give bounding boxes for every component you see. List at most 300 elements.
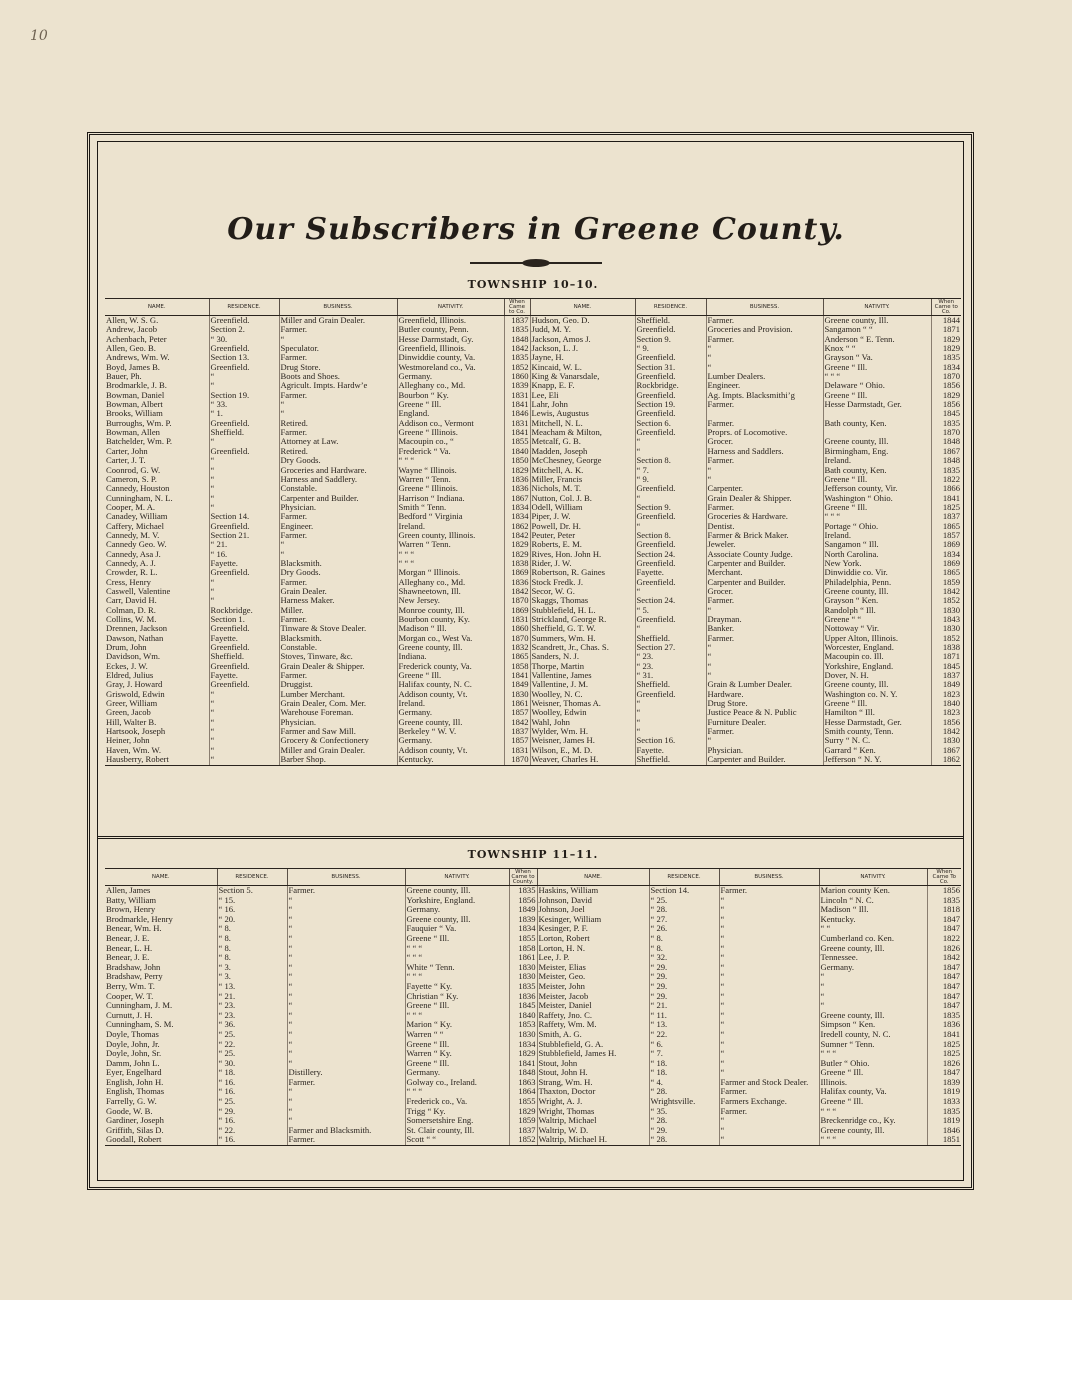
- cell-name: Cunningham, S. M.: [106, 1020, 174, 1030]
- cell-nativity: Greene “ “: [823, 615, 931, 624]
- table-row: [105, 690, 961, 699]
- cell-business: Farmer and Saw Mill.: [279, 727, 397, 736]
- cell-business: Stoves, Tinware, &c.: [279, 652, 397, 661]
- cell-year-came: 1861: [504, 699, 530, 708]
- cell-residence: “ 25.: [217, 1097, 287, 1107]
- cell-nativity: Sumner “ Tenn.: [819, 1040, 927, 1050]
- cell-name: Wylder, Wm. H.: [530, 727, 635, 736]
- cell-business: Groceries and Provision.: [706, 325, 823, 334]
- cell-name: Brown, Henry: [106, 905, 156, 915]
- cell-residence: Greenfield.: [209, 363, 279, 372]
- cell-residence: Section 6.: [635, 419, 706, 428]
- cell-residence: Greenfield.: [635, 559, 706, 568]
- cell-residence: “ 8.: [649, 934, 719, 944]
- cell-residence: “ 21.: [649, 1001, 719, 1011]
- cell-nativity: Somersetshire Eng.: [405, 1116, 509, 1126]
- cell-year-came: 1830: [931, 736, 961, 745]
- cell-name: Bowman, Allen: [106, 428, 160, 438]
- cell-residence: “ 22.: [217, 1040, 287, 1050]
- cell-name: Crowder, R. L.: [106, 568, 158, 578]
- cell-name: Lee, J. P.: [537, 953, 649, 963]
- cell-name: Collins, W. M.: [106, 615, 157, 624]
- cell-business: Justice Peace & N. Public: [706, 708, 823, 717]
- cell-nativity: Cumberland co. Ken.: [819, 934, 927, 944]
- cell-nativity: Greene “ Ill.: [819, 1068, 927, 1078]
- cell-name: Waltrip, W. D.: [537, 1126, 649, 1136]
- cell-residence: “ 3.: [217, 972, 287, 982]
- cell-business: “: [706, 662, 823, 671]
- table-header-row: [105, 299, 961, 316]
- cell-year-came: 1856: [931, 381, 961, 390]
- cell-nativity: [823, 428, 931, 437]
- cell-name: Kesinger, P. F.: [537, 924, 649, 934]
- cell-name: Dawson, Nathan: [106, 633, 164, 643]
- table-row: [105, 568, 961, 577]
- cell-nativity: Germany.: [397, 708, 504, 717]
- table-row: [105, 699, 961, 708]
- cell-name: Bowman, Daniel: [106, 390, 165, 400]
- table-row: [105, 475, 961, 484]
- cell-year-came: 1835: [931, 353, 961, 362]
- cell-business: “: [719, 1020, 819, 1030]
- cell-name: Carter, J. T.: [106, 456, 146, 466]
- cell-nativity: Birmingham, Eng.: [823, 447, 931, 456]
- cell-business: Groceries and Hardware.: [279, 466, 397, 475]
- cell-name: Coonrod, G. W.: [106, 465, 161, 475]
- cell-residence: “ 22.: [217, 1126, 287, 1136]
- cell-year-came: 1829: [509, 1107, 537, 1117]
- cell-year-came: 1869: [931, 540, 961, 549]
- cell-name: Weisner, James H.: [530, 736, 635, 745]
- cell-name: Canadey, William: [106, 512, 168, 522]
- cell-residence: “ 23.: [635, 662, 706, 671]
- cell-nativity: “ “ “: [405, 953, 509, 963]
- cell-name: Stout, John: [537, 1059, 649, 1069]
- cell-nativity: Halifax county, Va.: [819, 1087, 927, 1097]
- cell-nativity: Frederick county, Va.: [397, 662, 504, 671]
- table-row: [105, 316, 961, 326]
- cell-name: Strickland, George R.: [530, 615, 635, 624]
- cell-nativity: Ireland.: [397, 699, 504, 708]
- cell-business: Engineer.: [279, 522, 397, 531]
- cell-business: Farmer & Brick Maker.: [706, 531, 823, 540]
- cell-name: Cannedy, Asa J.: [106, 549, 161, 559]
- cell-year-came: 1826: [927, 1059, 961, 1069]
- cell-residence: “: [635, 447, 706, 456]
- cell-name: Stubblefield, G. A.: [537, 1040, 649, 1050]
- cell-name: Burroughs, Wm. P.: [106, 418, 172, 428]
- cell-nativity: “: [819, 972, 927, 982]
- cell-name: Weaver, Charles H.: [530, 755, 635, 765]
- cell-residence: “: [209, 494, 279, 503]
- table-row: [105, 886, 961, 896]
- table-row: [105, 915, 961, 925]
- cell-residence: “ 18.: [649, 1059, 719, 1069]
- table-row: [105, 1020, 961, 1030]
- table-row: [105, 437, 961, 446]
- cell-name: Allen, James: [106, 885, 151, 895]
- cell-nativity: Smith county, Tenn.: [823, 727, 931, 736]
- cell-name: Cannedy, A. J.: [106, 558, 156, 568]
- table-row: [105, 540, 961, 549]
- cell-year-came: 1841: [927, 1030, 961, 1040]
- cell-name: Wright, Thomas: [537, 1107, 649, 1117]
- cell-residence: “ 4.: [649, 1078, 719, 1088]
- cell-name: Eldred, Julius: [106, 671, 154, 681]
- table-row: [105, 746, 961, 755]
- cell-year-came: 1848: [931, 437, 961, 446]
- cell-residence: “ 8.: [217, 934, 287, 944]
- cell-nativity: Marion “ Ky.: [405, 1020, 509, 1030]
- cell-nativity: Anderson “ E. Tenn.: [823, 335, 931, 344]
- cell-nativity: Portage “ Ohio.: [823, 522, 931, 531]
- cell-name: Smith, A. G.: [537, 1030, 649, 1040]
- cell-nativity: “ “ “: [405, 972, 509, 982]
- cell-year-came: 1842: [927, 953, 961, 963]
- cell-business: “: [719, 934, 819, 944]
- cell-business: Farmer.: [719, 1087, 819, 1097]
- cell-year-came: 1822: [931, 475, 961, 484]
- cell-name: Sanders, N. J.: [530, 652, 635, 661]
- cell-nativity: Greene “ Ill.: [819, 1097, 927, 1107]
- cell-name: Wahl, John: [530, 718, 635, 727]
- cell-year-came: 1852: [931, 634, 961, 643]
- cell-residence: “ 29.: [649, 963, 719, 973]
- cell-residence: Greenfield.: [635, 428, 706, 437]
- cell-residence: Sheffield.: [635, 755, 706, 765]
- cell-nativity: “ “ “: [823, 512, 931, 521]
- cell-year-came: 1831: [504, 391, 530, 400]
- cell-nativity: Bourbon “ Ky.: [397, 391, 504, 400]
- cell-business: Carpenter and Builder.: [706, 559, 823, 568]
- cell-year-came: 1837: [504, 727, 530, 736]
- cell-name: Meacham & Milton,: [530, 428, 635, 437]
- cell-year-came: 1840: [504, 447, 530, 456]
- cell-business: “: [279, 550, 397, 559]
- cell-name: Meister, Jacob: [537, 992, 649, 1002]
- cell-name: Scandrett, Jr., Chas. S.: [530, 643, 635, 652]
- cell-business: Boots and Shoes.: [279, 372, 397, 381]
- header-business: BUSINESS.: [706, 299, 823, 316]
- cell-name: Bauer, Ph.: [106, 372, 142, 382]
- cell-year-came: 1842: [504, 344, 530, 353]
- cell-nativity: Indiana.: [397, 652, 504, 661]
- cell-year-came: 1860: [504, 372, 530, 381]
- table-row: [105, 1078, 961, 1088]
- cell-nativity: Greene county, Ill.: [823, 437, 931, 446]
- cell-nativity: “: [819, 992, 927, 1002]
- cell-name: Caswell, Valentine: [106, 586, 171, 596]
- cell-name: Haven, Wm. W.: [106, 745, 161, 755]
- cell-residence: Greenfield.: [635, 512, 706, 521]
- table-row: [105, 606, 961, 615]
- header-when-came: When Came to Co.: [504, 299, 530, 316]
- cell-nativity: Harrison “ Indiana.: [397, 494, 504, 503]
- cell-year-came: 1869: [504, 568, 530, 577]
- cell-residence: “ 33.: [209, 400, 279, 409]
- cell-business: Carpenter and Builder.: [706, 578, 823, 587]
- cell-year-came: 1839: [504, 381, 530, 390]
- cell-business: “: [719, 1049, 819, 1059]
- cell-residence: “ 28.: [649, 1116, 719, 1126]
- cell-residence: Section 9.: [635, 335, 706, 344]
- cell-residence: “ 25.: [217, 1049, 287, 1059]
- header-business: BUSINESS.: [287, 869, 405, 886]
- cell-year-came: 1838: [931, 643, 961, 652]
- cell-residence: Sheffield.: [635, 316, 706, 326]
- cell-year-came: 1859: [509, 1116, 537, 1126]
- cell-residence: “: [209, 466, 279, 475]
- cell-nativity: “ “ “: [397, 559, 504, 568]
- cell-year-came: 1835: [509, 982, 537, 992]
- cell-name: Meister, Daniel: [537, 1001, 649, 1011]
- cell-year-came: 1830: [509, 1030, 537, 1040]
- cell-name: Bradshaw, John: [106, 962, 161, 972]
- cell-year-came: 1845: [931, 662, 961, 671]
- cell-nativity: Dover, N. H.: [823, 671, 931, 680]
- cell-residence: “: [209, 699, 279, 708]
- cell-residence: “ 29.: [649, 972, 719, 982]
- cell-residence: “ 5.: [635, 606, 706, 615]
- cell-nativity: New Jersey.: [397, 596, 504, 605]
- cell-business: “: [719, 1068, 819, 1078]
- cell-residence: “ 11.: [649, 1011, 719, 1021]
- cell-business: Farmer.: [706, 419, 823, 428]
- cell-year-came: 1823: [931, 690, 961, 699]
- table-row: [105, 1126, 961, 1136]
- table-row: [105, 624, 961, 633]
- cell-residence: “ 16.: [217, 905, 287, 915]
- cell-business: “: [706, 344, 823, 353]
- cell-residence: Greenfield.: [209, 643, 279, 652]
- cell-nativity: Germany.: [819, 963, 927, 973]
- cell-year-came: 1836: [504, 475, 530, 484]
- cell-business: “: [706, 353, 823, 362]
- cell-residence: “ 8.: [217, 924, 287, 934]
- table-row: [105, 1011, 961, 1021]
- cell-year-came: 1852: [504, 363, 530, 372]
- cell-residence: “: [209, 587, 279, 596]
- cell-residence: “ 25.: [217, 1030, 287, 1040]
- cell-business: Lumber Dealers.: [706, 372, 823, 381]
- cell-residence: Fayette.: [209, 671, 279, 680]
- table-row: [105, 736, 961, 745]
- cell-residence: “: [635, 624, 706, 633]
- cell-business: Blacksmith.: [279, 559, 397, 568]
- cell-residence: “: [209, 456, 279, 465]
- cell-business: Constable.: [279, 484, 397, 493]
- cell-residence: “ 6.: [649, 1040, 719, 1050]
- cell-residence: Section 8.: [635, 531, 706, 540]
- cell-year-came: 1847: [927, 992, 961, 1002]
- cell-business: Carpenter and Builder.: [279, 494, 397, 503]
- cell-business: “: [287, 1049, 405, 1059]
- cell-name: Cunningham, J. M.: [106, 1001, 173, 1011]
- cell-residence: “: [209, 503, 279, 512]
- cell-year-came: 1829: [931, 344, 961, 353]
- cell-nativity: Greene “ Ill.: [405, 1001, 509, 1011]
- cell-nativity: Germany.: [405, 1068, 509, 1078]
- cell-residence: Section 16.: [635, 736, 706, 745]
- cell-business: Farmer.: [279, 615, 397, 624]
- cell-name: Weisner, Thomas A.: [530, 699, 635, 708]
- cell-name: Johnson, David: [537, 896, 649, 906]
- cell-name: Rives, Hon. John H.: [530, 550, 635, 559]
- cell-year-came: 1834: [509, 1040, 537, 1050]
- table-row: [105, 447, 961, 456]
- cell-year-came: 1840: [931, 699, 961, 708]
- cell-year-came: 1861: [509, 953, 537, 963]
- table-row: [105, 1059, 961, 1069]
- cell-business: Grain Dealer & Shipper.: [279, 662, 397, 671]
- cell-business: Retired.: [279, 447, 397, 456]
- cell-name: Madden, Joseph: [530, 447, 635, 456]
- cell-name: Nichols, M. T.: [530, 484, 635, 493]
- cell-business: Farmers Exchange.: [719, 1097, 819, 1107]
- cell-business: Farmer.: [706, 400, 823, 409]
- cell-residence: “ 27.: [649, 915, 719, 925]
- cell-business: Farmer.: [279, 325, 397, 334]
- cell-residence: “ 8.: [649, 944, 719, 954]
- cell-year-came: 1842: [931, 727, 961, 736]
- cell-business: Farmer and Stock Dealer.: [719, 1078, 819, 1088]
- cell-residence: “ 16.: [217, 1087, 287, 1097]
- cell-business: Jeweler.: [706, 540, 823, 549]
- cell-residence: “: [209, 755, 279, 765]
- cell-business: Farmer.: [706, 503, 823, 512]
- cell-nativity: Butler county, Penn.: [397, 325, 504, 334]
- cell-year-came: 1843: [931, 615, 961, 624]
- cell-residence: Greenfield.: [635, 325, 706, 334]
- cell-nativity: Frederick co., Va.: [405, 1097, 509, 1107]
- cell-name: Cannedy Geo. W.: [106, 540, 167, 550]
- cell-nativity: Bedford “ Virginia: [397, 512, 504, 521]
- cell-name: Bradshaw, Perry: [106, 972, 163, 982]
- header-when-came: When Came To Co.: [927, 869, 961, 886]
- cell-name: Davidson, Wm.: [106, 652, 161, 662]
- cell-name: Greer, William: [106, 699, 158, 709]
- cell-nativity: Grayson “ Va.: [823, 353, 931, 362]
- cell-year-came: 1858: [509, 944, 537, 954]
- cell-residence: Section 19.: [635, 400, 706, 409]
- cell-year-came: 1848: [509, 1068, 537, 1078]
- cell-business: [706, 409, 823, 418]
- cell-residence: Greenfield.: [635, 353, 706, 362]
- cell-year-came: 1835: [509, 886, 537, 896]
- cell-residence: “ 28.: [649, 1087, 719, 1097]
- cell-residence: Section 13.: [209, 353, 279, 362]
- cell-nativity: Greene county, Ill.: [405, 915, 509, 925]
- cell-residence: “ 18.: [217, 1068, 287, 1078]
- cell-name: Benear, J. E.: [106, 953, 150, 963]
- header-name: NAME.: [530, 299, 635, 316]
- cell-business: Constable.: [279, 643, 397, 652]
- cell-nativity: White “ Tenn.: [405, 963, 509, 973]
- cell-nativity: Addison county, Vt.: [397, 746, 504, 755]
- cell-year-came: 1819: [927, 1087, 961, 1097]
- cell-business: Speculator.: [279, 344, 397, 353]
- cell-residence: “: [635, 522, 706, 531]
- cell-year-came: 1870: [504, 596, 530, 605]
- township-10-table: [105, 298, 961, 766]
- cell-business: Retired.: [279, 419, 397, 428]
- cell-name: Robertson, R. Gaines: [530, 568, 635, 577]
- cell-name: Mitchell, A. K.: [530, 466, 635, 475]
- cell-nativity: Scott “ “: [405, 1135, 509, 1145]
- cell-year-came: 1850: [504, 456, 530, 465]
- table-row: [105, 522, 961, 531]
- cell-year-came: 1869: [504, 606, 530, 615]
- cell-year-came: 1836: [504, 484, 530, 493]
- cell-name: Eyer, Engelhard: [106, 1068, 162, 1078]
- cell-name: Nutton, Col. J. B.: [530, 494, 635, 503]
- table-row: [105, 503, 961, 512]
- cell-name: Griswold, Edwin: [106, 689, 165, 699]
- cell-nativity: Greene “ Ill.: [823, 699, 931, 708]
- cell-name: Colman, D. R.: [106, 605, 156, 615]
- cell-nativity: Germany.: [397, 736, 504, 745]
- cell-business: “: [719, 924, 819, 934]
- cell-nativity: Addison county, Vt.: [397, 690, 504, 699]
- header-nativity: NATIVITY.: [819, 869, 927, 886]
- cell-year-came: 1845: [931, 409, 961, 418]
- cell-year-came: 1857: [504, 736, 530, 745]
- cell-residence: “ 31.: [635, 671, 706, 680]
- cell-business: Farmer.: [706, 335, 823, 344]
- cell-residence: “ 20.: [217, 915, 287, 925]
- cell-year-came: 1842: [931, 587, 961, 596]
- table-row: [105, 680, 961, 689]
- cell-residence: Fayette.: [209, 559, 279, 568]
- cell-year-came: 1842: [504, 718, 530, 727]
- cell-year-came: 1830: [509, 972, 537, 982]
- cell-nativity: Knox “ “: [823, 344, 931, 353]
- cell-business: Groceries & Hardware.: [706, 512, 823, 521]
- cell-year-came: 1826: [927, 944, 961, 954]
- cell-residence: Greenfield.: [209, 568, 279, 577]
- cell-residence: “ 15.: [217, 896, 287, 906]
- cell-year-came: 1847: [927, 972, 961, 982]
- cell-nativity: Greene county, Ill.: [397, 643, 504, 652]
- cell-residence: Greenfield.: [635, 690, 706, 699]
- table-row: [105, 924, 961, 934]
- cell-nativity: Warren “ Ky.: [405, 1049, 509, 1059]
- cell-name: Lorton, H. N.: [537, 944, 649, 954]
- cell-business: Furniture Dealer.: [706, 718, 823, 727]
- table-row: [105, 708, 961, 717]
- cell-name: Rider, J. W.: [530, 559, 635, 568]
- cell-name: Waltrip, Michael: [537, 1116, 649, 1126]
- cell-year-came: 1856: [931, 400, 961, 409]
- cell-year-came: 1834: [931, 550, 961, 559]
- cell-year-came: 1849: [509, 905, 537, 915]
- table-row: [105, 409, 961, 418]
- cell-business: “: [719, 1116, 819, 1126]
- cell-business: Banker.: [706, 624, 823, 633]
- table-row: [105, 335, 961, 344]
- cell-nativity: “ “ “: [405, 1011, 509, 1021]
- cell-year-came: 1837: [931, 512, 961, 521]
- cell-year-came: 1847: [927, 1068, 961, 1078]
- cell-business: Farmer.: [279, 391, 397, 400]
- cell-residence: Greenfield.: [209, 419, 279, 428]
- cell-year-came: 1852: [931, 596, 961, 605]
- cell-name: Vallentine, James: [530, 671, 635, 680]
- cell-business: “: [279, 400, 397, 409]
- cell-year-came: 1838: [504, 559, 530, 568]
- cell-year-came: 1825: [931, 503, 961, 512]
- cell-residence: Section 27.: [635, 643, 706, 652]
